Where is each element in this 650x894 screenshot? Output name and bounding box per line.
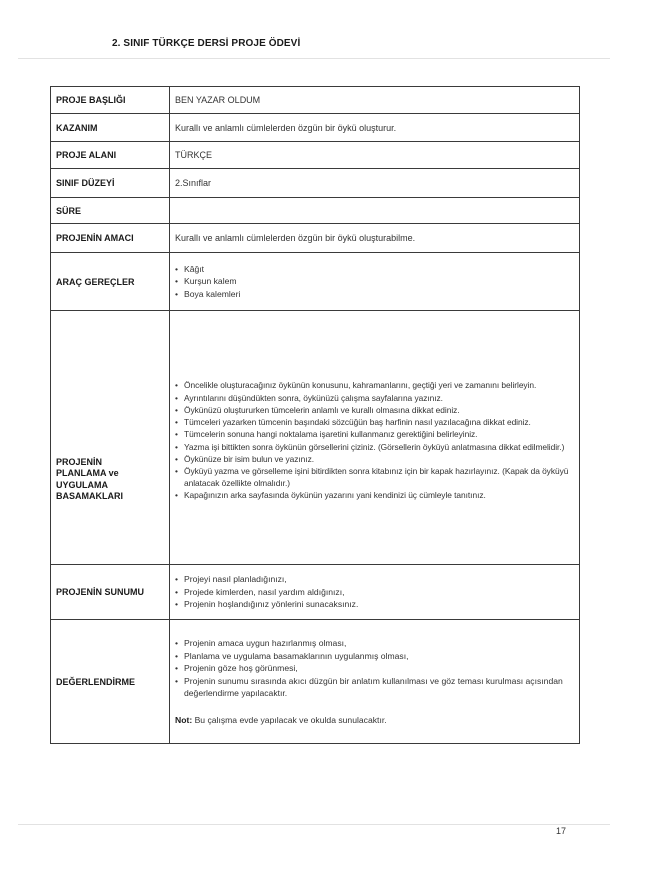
list-item: • Projenin amaca uygun hazırlanmış olması, xyxy=(175,637,574,650)
row-sure xyxy=(51,198,580,224)
list-item: • Kâğıt xyxy=(175,263,574,276)
list-item: • Projede kimlerden, nasıl yardım aldığınızı, xyxy=(175,586,574,599)
list-item: • Projenin sunumu sırasında akıcı düzgün bir anlatım kullanılması ve göz teması kurulması açısından değerlendirme yapılacaktır. xyxy=(175,675,574,700)
list-item: • Planlama ve uygulama basamaklarının uygulanmış olması, xyxy=(175,650,574,663)
row-label: KAZANIM xyxy=(51,114,170,142)
row-label: ARAÇ GEREÇLER xyxy=(51,253,170,311)
row-planlama xyxy=(51,311,580,565)
row-value: Kurallı ve anlamlı cümlelerden özgün bir öykü oluşturabilme. xyxy=(170,224,580,253)
row-value xyxy=(170,198,580,224)
list-item: • Kapağınızın arka sayfasında öykünün yazarını yani kendinizi üç cümleyle tanıtınız. xyxy=(175,489,574,501)
row-value: 2.Sınıflar xyxy=(170,169,580,198)
row-value xyxy=(170,253,580,311)
list-item: • Projeyi nasıl planladığınızı, xyxy=(175,573,574,586)
page-title: 2. SINIF TÜRKÇE DERSİ PROJE ÖDEVİ xyxy=(112,38,301,49)
list-item: • Projenin göze hoş görünmesi, xyxy=(175,662,574,675)
row-value: BEN YAZAR OLDUM xyxy=(170,87,580,114)
list-item: • Boya kalemleri xyxy=(175,288,574,301)
row-degerlendirme xyxy=(51,620,580,744)
label-line: PROJENİN xyxy=(56,456,103,467)
list-item: • Öyküyü yazma ve görselleme işini bitirdikten sonra kitabınız için bir kapak hazırlayınız. (Kapak da öyküyü anlatacak özellikte olmalıdır.) xyxy=(175,465,574,489)
row-projenin-amaci xyxy=(51,224,580,253)
row-label: PROJENİN AMACI xyxy=(51,224,170,253)
row-value xyxy=(170,311,580,565)
label-line: BASAMAKLARI xyxy=(56,491,123,501)
row-proje-basligi xyxy=(51,87,580,114)
row-label: PROJENİN SUNUMU xyxy=(51,565,170,620)
presentation-list xyxy=(175,573,574,611)
row-label xyxy=(51,311,170,565)
list-item: • Öykünüzü oluştururken tümcelerin anlamlı ve kurallı olmasına dikkat ediniz. xyxy=(175,404,574,416)
note xyxy=(175,714,574,726)
label-line: PLANLAMA ve xyxy=(56,468,119,478)
list-item: • Tümceleri yazarken tümcenin başındaki sözcüğün baş harfinin nasıl yazılacağına dikkat ediniz. xyxy=(175,416,574,428)
list-item: • Tümcelerin sonuna hangi noktalama işaretini kullanmanız gerektiğini belirleyiniz. xyxy=(175,428,574,440)
row-value: TÜRKÇE xyxy=(170,142,580,169)
row-label: PROJE BAŞLIĞI xyxy=(51,87,170,114)
label-line: UYGULAMA xyxy=(56,479,108,490)
materials-list xyxy=(175,263,574,301)
row-sunum xyxy=(51,565,580,620)
list-item: • Öykünüze bir isim bulun ve yazınız. xyxy=(175,453,574,465)
evaluation-list xyxy=(175,637,574,700)
row-proje-alani xyxy=(51,142,580,169)
list-item: • Öncelikle oluşturacağınız öykünün konusunu, kahramanlarını, geçtiği yeri ve zamanını belirleyin. xyxy=(175,379,574,391)
list-item: • Kurşun kalem xyxy=(175,275,574,288)
planning-list xyxy=(175,379,574,501)
row-label: SINIF DÜZEYİ xyxy=(51,169,170,198)
list-item: • Ayrıntılarını düşündükten sonra, öykünüzü çalışma sayfalarına yazınız. xyxy=(175,392,574,404)
row-label: DEĞERLENDİRME xyxy=(51,620,170,744)
project-table xyxy=(50,86,580,744)
list-item: • Projenin hoşlandığınız yönlerini sunacaksınız. xyxy=(175,598,574,611)
row-value: Kurallı ve anlamlı cümlelerden özgün bir öykü oluşturur. xyxy=(170,114,580,142)
row-sinif-duzeyi xyxy=(51,169,580,198)
row-kazanim xyxy=(51,114,580,142)
header-divider xyxy=(18,58,610,59)
row-value xyxy=(170,620,580,744)
row-label: SÜRE xyxy=(51,198,170,224)
page-number: 17 xyxy=(556,826,567,836)
list-item: • Yazma işi bittikten sonra öykünün görsellerini çiziniz. (Görsellerin öyküyü anlatmasına dikkat edilmelidir.) xyxy=(175,441,574,453)
note-label: Not: xyxy=(175,714,193,725)
footer-divider xyxy=(18,824,610,825)
row-label: PROJE ALANI xyxy=(51,142,170,169)
row-arac-gerecler xyxy=(51,253,580,311)
row-value xyxy=(170,565,580,620)
note-text: Bu çalışma evde yapılacak ve okulda sunulacaktır. xyxy=(192,714,387,725)
